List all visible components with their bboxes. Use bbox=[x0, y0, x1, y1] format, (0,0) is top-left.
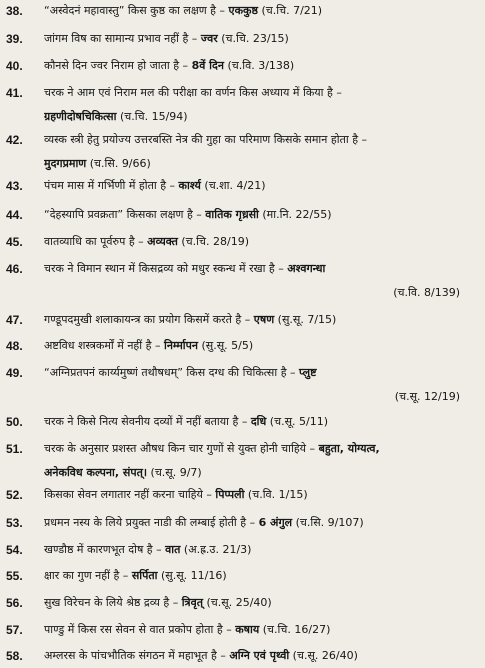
reference: (च.वि. 1/15) bbox=[244, 488, 308, 501]
answer: निर्म्मापन bbox=[163, 339, 198, 352]
question-number: 56. bbox=[6, 596, 23, 610]
reference: (च.चि. 23/15) bbox=[217, 32, 289, 45]
reference: (च.शा. 4/21) bbox=[200, 179, 266, 192]
question-number: 57. bbox=[6, 623, 23, 637]
reference: (च.सू. 12/19) bbox=[394, 390, 460, 403]
reference: (च.सू. 5/11) bbox=[266, 415, 328, 428]
answer: कार्श्य bbox=[178, 179, 201, 192]
answer: ज्वर bbox=[200, 32, 218, 45]
question-text: गण्डूपदमुखी शलाकायन्त्र का प्रयोग किसमें करते है – एषण (सु.सू. 7/15) bbox=[44, 313, 337, 326]
reference: (च.चि. 16/27) bbox=[259, 623, 331, 636]
question-text: अष्टविध शस्त्रकर्मों में नहीं है – निर्म्मापन (सु.सू. 5/5) bbox=[44, 339, 254, 352]
question-statement: जांगम विष का सामान्य प्रभाव नहीं है bbox=[44, 32, 189, 45]
answer: एषण bbox=[253, 313, 275, 326]
question-text: पंचम मास में गर्भिणी में होता है – कार्श्य (च.शा. 4/21) bbox=[44, 179, 266, 192]
question-number: 58. bbox=[6, 649, 23, 663]
question-number: 51. bbox=[6, 442, 23, 456]
question-text bbox=[44, 133, 480, 147]
answer: 8वें दिन bbox=[191, 59, 224, 72]
reference: (च.वि. 8/139) bbox=[393, 286, 460, 299]
question-text: क्षार का गुण नहीं है – सर्पिता (सु.सू. 11/16) bbox=[44, 569, 227, 582]
question-statement: पाण्डु में किस रस सेवन से वात प्रकोप होता है bbox=[44, 623, 223, 636]
question-number: 45. bbox=[6, 235, 23, 249]
question-statement: प्रधमन नस्य के लिये प्रयुक्त नाडी की लम्बाई होती है bbox=[44, 516, 247, 529]
question-number: 48. bbox=[6, 339, 23, 353]
reference: (च.चि. 7/21) bbox=[257, 4, 323, 17]
answer: अनेकविध कल्पना, संपत्। bbox=[44, 466, 148, 479]
answer: बहुता, योग्यत्व, bbox=[318, 442, 380, 455]
question-number: 52. bbox=[6, 488, 23, 502]
question-number: 40. bbox=[6, 59, 23, 73]
question-continuation bbox=[44, 466, 480, 480]
question-continuation bbox=[44, 286, 460, 300]
question-statement: व्यस्क स्त्री हेतु प्रयोज्य उत्तरबस्ति नेत्र की गुहा का परिमाण किसके समान होता है – bbox=[44, 133, 368, 146]
question-statement: वातव्याधि का पूर्वरुप है bbox=[44, 235, 135, 248]
question-text: किसका सेवन लगातार नहीं करना चाहिये – पिप्पली (च.वि. 1/15) bbox=[44, 488, 308, 501]
reference: (च.सू. 25/40) bbox=[203, 596, 272, 609]
question-number: 47. bbox=[6, 313, 23, 327]
question-statement: गण्डूपदमुखी शलाकायन्त्र का प्रयोग किसमें करते है bbox=[44, 313, 242, 326]
answer: अव्यक्त bbox=[147, 235, 178, 248]
answer: त्रिवृत् bbox=[181, 596, 204, 609]
answer: सर्पिता bbox=[131, 569, 158, 582]
answer: 6 अंगुल bbox=[258, 516, 293, 529]
question-number: 49. bbox=[6, 366, 23, 380]
question-number: 54. bbox=[6, 543, 23, 557]
question-number: 39. bbox=[6, 32, 23, 46]
question-text: “अग्निप्रतपनं कार्य्यमुष्णं तथौषधम्” किस दग्ध की चिकित्सा है – प्लुष्ट bbox=[44, 366, 317, 379]
question-statement: “अग्निप्रतपनं कार्य्यमुष्णं तथौषधम्” किस दग्ध की चिकित्सा है bbox=[44, 366, 287, 379]
answer: ग्रहणीदोषचिकित्सा bbox=[44, 110, 117, 123]
answer: अग्नि एवं पृथ्वी bbox=[229, 649, 290, 662]
question-number: 38. bbox=[6, 4, 23, 18]
question-text: चरक ने विमान स्थान में किसद्रव्य को मधुर स्कन्ध में रखा है – अश्वगन्धा bbox=[44, 262, 326, 275]
reference: (च.सि. 9/107) bbox=[292, 516, 364, 529]
reference: (सु.सू. 7/15) bbox=[274, 313, 337, 326]
question-text: चरक ने किसे नित्य सेवनीय दव्यों में नहीं बताया है – दधि (च.सू. 5/11) bbox=[44, 415, 328, 428]
question-statement: चरक के अनुसार प्रशस्त औषध किन चार गुणों से युक्त होनी चाहिये bbox=[44, 442, 307, 455]
question-statement: कौनसे दिन ज्वर निराम हो जाता है bbox=[44, 59, 180, 72]
question-text bbox=[44, 86, 480, 100]
question-text: सुख विरेचन के लिये श्रेष्ठ द्रव्य है – त्रिवृत् (च.सू. 25/40) bbox=[44, 596, 272, 609]
question-statement: चरक ने किसे नित्य सेवनीय दव्यों में नहीं बताया है bbox=[44, 415, 239, 428]
question-continuation bbox=[44, 157, 480, 171]
reference: (च.सि. 9/66) bbox=[86, 157, 151, 170]
question-number: 55. bbox=[6, 569, 23, 583]
question-number: 53. bbox=[6, 516, 23, 530]
reference: (अ.ह्र.उ. 21/3) bbox=[180, 543, 252, 556]
question-text: जांगम विष का सामान्य प्रभाव नहीं है – ज्वर (च.चि. 23/15) bbox=[44, 32, 289, 45]
reference: (च.चि. 28/19) bbox=[177, 235, 249, 248]
question-text: कौनसे दिन ज्वर निराम हो जाता है – 8वें दिन (च.वि. 3/138) bbox=[44, 59, 295, 72]
question-statement: सुख विरेचन के लिये श्रेष्ठ द्रव्य है bbox=[44, 596, 170, 609]
question-statement: पंचम मास में गर्भिणी में होता है bbox=[44, 179, 167, 192]
question-number: 50. bbox=[6, 415, 23, 429]
question-statement: क्षार का गुण नहीं है bbox=[44, 569, 120, 582]
answer: दधि bbox=[250, 415, 267, 428]
question-text: “देहस्यापि प्रवक्रता” किसका लक्षण है – वातिक गृध्रसी (मा.नि. 22/55) bbox=[44, 208, 332, 221]
question-number: 44. bbox=[6, 208, 23, 222]
question-number: 46. bbox=[6, 262, 23, 276]
question-statement: किसका सेवन लगातार नहीं करना चाहिये bbox=[44, 488, 203, 501]
question-statement: अष्टविध शस्त्रकर्मों में नहीं है bbox=[44, 339, 152, 352]
question-number: 41. bbox=[6, 86, 23, 100]
answer: वात bbox=[165, 543, 181, 556]
question-statement: “देहस्यापि प्रवक्रता” किसका लक्षण है bbox=[44, 208, 193, 221]
answer: कषाय bbox=[235, 623, 260, 636]
answer: अश्वगन्धा bbox=[287, 262, 326, 275]
answer: एककुष्ठ bbox=[228, 4, 258, 17]
question-number: 42. bbox=[6, 133, 23, 147]
answer: प्लुष्ट bbox=[299, 366, 317, 379]
question-text: प्रधमन नस्य के लिये प्रयुक्त नाडी की लम्बाई होती है – 6 अंगुल (च.सि. 9/107) bbox=[44, 516, 364, 529]
question-statement: अम्लरस के पांचभौतिक संगठन में महाभूत है bbox=[44, 649, 217, 662]
reference: (मा.नि. 22/55) bbox=[258, 208, 332, 221]
reference: (सु.सू. 5/5) bbox=[198, 339, 254, 352]
reference: (च.सू. 9/7) bbox=[147, 466, 202, 479]
question-text: खण्डौष्ठ में कारणभूत दोष है – वात (अ.ह्र.उ. 21/3) bbox=[44, 543, 252, 556]
question-statement: “अस्वेदनं महावास्तु” किस कुष्ठ का लक्षण है bbox=[44, 4, 216, 17]
answer: मुदगप्रमाण bbox=[44, 157, 87, 170]
question-statement: चरक ने आम एवं निराम मल की परीक्षा का वर्णन किस अध्याय में किया है – bbox=[44, 86, 342, 99]
answer: पिप्पली bbox=[215, 488, 245, 501]
question-text: अम्लरस के पांचभौतिक संगठन में महाभूत है – अग्नि एवं पृथ्वी (च.सू. 26/40) bbox=[44, 649, 358, 662]
reference: (सु.सू. 11/16) bbox=[157, 569, 227, 582]
answer: वातिक गृध्रसी bbox=[205, 208, 259, 221]
question-continuation bbox=[44, 390, 460, 404]
question-text: “अस्वेदनं महावास्तु” किस कुष्ठ का लक्षण है – एककुष्ठ (च.चि. 7/21) bbox=[44, 4, 323, 17]
reference: (च.चि. 15/94) bbox=[116, 110, 188, 123]
question-statement: चरक ने विमान स्थान में किसद्रव्य को मधुर स्कन्ध में रखा है bbox=[44, 262, 275, 275]
question-statement: खण्डौष्ठ में कारणभूत दोष है bbox=[44, 543, 153, 556]
question-number: 43. bbox=[6, 179, 23, 193]
question-text: वातव्याधि का पूर्वरुप है – अव्यक्त (च.चि. 28/19) bbox=[44, 235, 249, 248]
question-text: चरक के अनुसार प्रशस्त औषध किन चार गुणों से युक्त होनी चाहिये – बहुता, योग्यत्व, bbox=[44, 442, 380, 455]
reference: (च.वि. 3/138) bbox=[223, 59, 295, 72]
question-text: पाण्डु में किस रस सेवन से वात प्रकोप होता है – कषाय (च.चि. 16/27) bbox=[44, 623, 331, 636]
question-continuation bbox=[44, 110, 480, 124]
reference: (च.सू. 26/40) bbox=[289, 649, 358, 662]
